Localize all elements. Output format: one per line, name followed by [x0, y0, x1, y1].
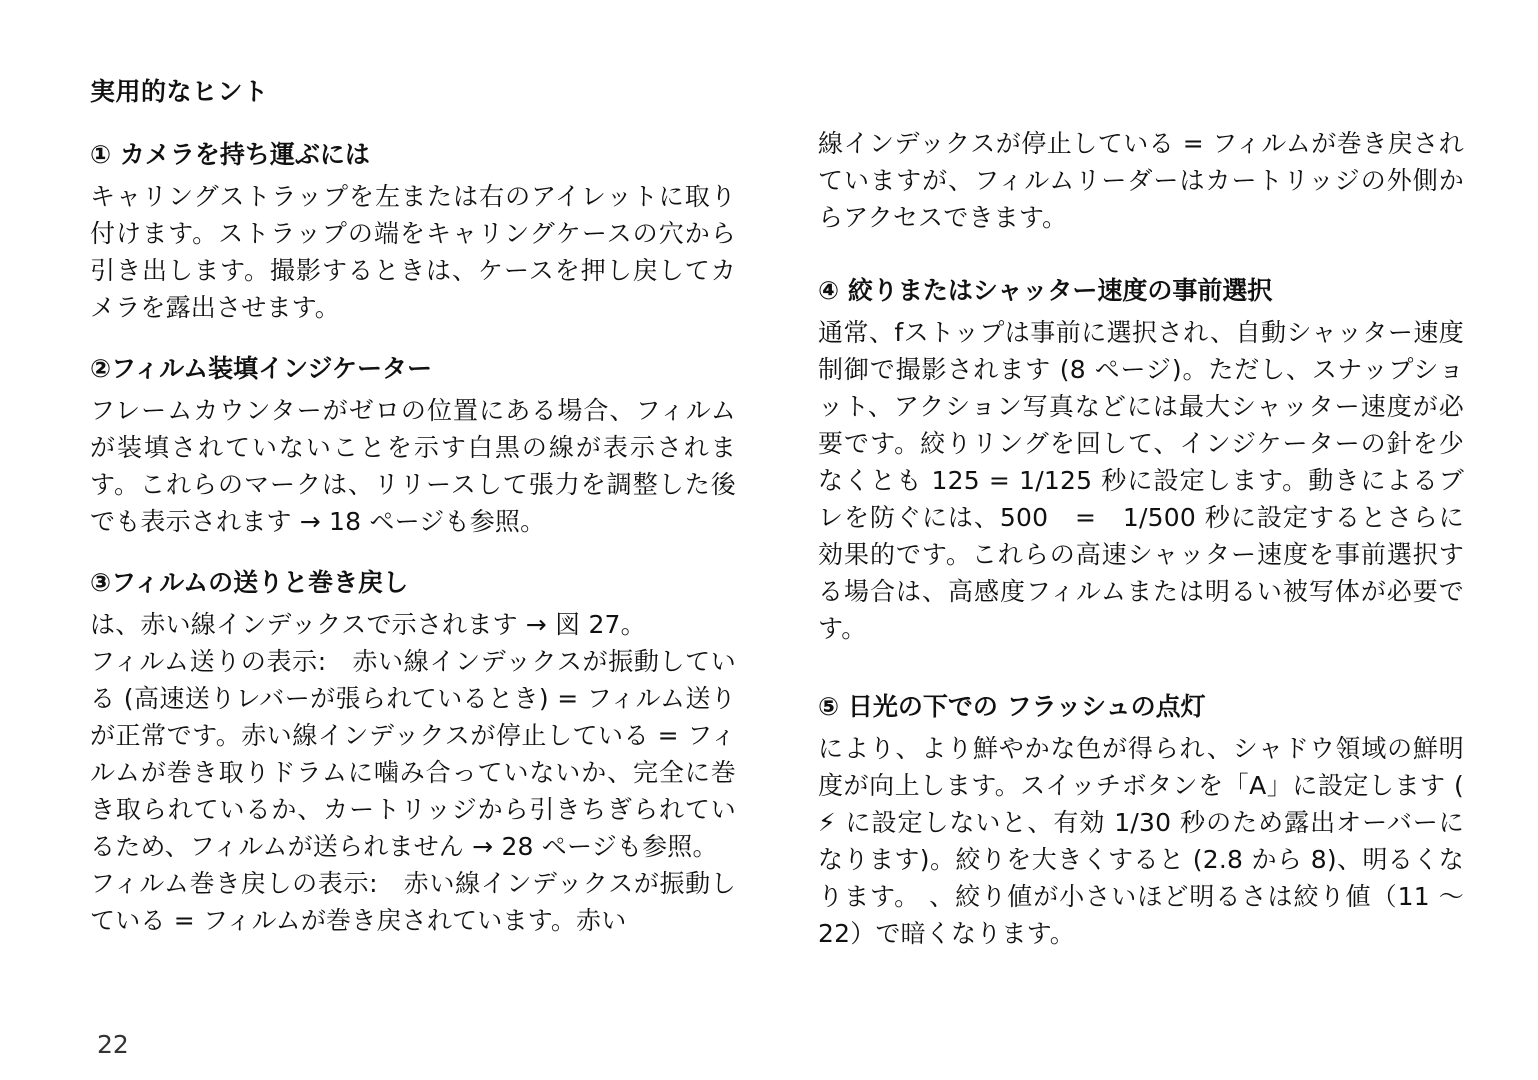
section-film-load-indicator — [90, 352, 736, 540]
section-film-rewind-continued — [818, 125, 1464, 236]
page-heading: 実用的なヒント — [90, 77, 269, 106]
section-paragraph: フィルム送りの表示: 赤い線インデックスが振動している (高速送りレバーが張られているとき) = フィルム送りが正常です。赤い線インデックスが停止している = フィルムが巻き取りドラムに噛み合っていないか、完全に巻き取られているか、カートリッジから引きちぎられているため、フィルムが送られません → 28 ページも参照。 — [90, 647, 736, 861]
section-paragraph: により、より鮮やかな色が得られ、シャドウ領域の鮮明度が向上します。スイッチボタンを「A」に設定します ( ⚡ に設定しないと、有効 1/30 秒のため露出オーバーになります)。絞りを大きくすると (2.8 から 8)、明るくなります。 、絞り値が小さいほど明るさは絞り値（11 〜 22）で暗くなります。 — [818, 734, 1464, 948]
section-paragraph: フレームカウンターがゼロの位置にある場合、フィルムが装填されていないことを示す白黒の線が表示されます。これらのマークは、リリースして張力を調整した後でも表示されます → 18 ページも参照。 — [90, 396, 736, 536]
section-title: ① カメラを持ち運ぶには — [90, 140, 370, 169]
section-carrying-camera — [90, 138, 736, 326]
section-title: ⑤ 日光の下での フラッシュの点灯 — [818, 692, 1206, 721]
section-paragraph: 線インデックスが停止している = フィルムが巻き戻されていますが、フィルムリーダーはカートリッジの外側からアクセスできます。 — [818, 129, 1464, 232]
section-paragraph: キャリングストラップを左または右のアイレットに取り付けます。ストラップの端をキャリングケースの穴から引き出します。撮影するときは、ケースを押し戻してカメラを露出させます。 — [90, 182, 736, 322]
section-film-advance-rewind — [90, 566, 736, 939]
section-paragraph: は、赤い線インデックスで示されます → 図 27。 — [90, 610, 646, 639]
section-aperture-shutter-preselect — [818, 274, 1464, 647]
section-title: ③フィルムの送りと巻き戻し — [90, 568, 409, 597]
section-daylight-flash — [818, 690, 1464, 952]
section-title: ④ 絞りまたはシャッター速度の事前選択 — [818, 276, 1273, 305]
section-paragraph: 通常、fストップは事前に選択され、自動シャッター速度制御で撮影されます (8 ページ)。ただし、スナップショット、アクション写真などには最大シャッター速度が必要です。絞りリングを回して、インジケーターの針を少なくとも 125 = 1/125 秒に設定します。動きによるブレを防ぐには、500 = 1/500 秒に設定するとさらに効果的です。これらの高速シャッター速度を事前選択する場合は、高感度フィルムまたは明るい被写体が必要です。 — [818, 318, 1464, 643]
section-paragraph: フィルム巻き戻しの表示: 赤い線インデックスが振動している = フィルムが巻き戻されています。赤い — [90, 869, 736, 935]
page-number: 22 — [97, 1030, 129, 1059]
section-title: ②フィルム装填インジケーター — [90, 354, 433, 383]
